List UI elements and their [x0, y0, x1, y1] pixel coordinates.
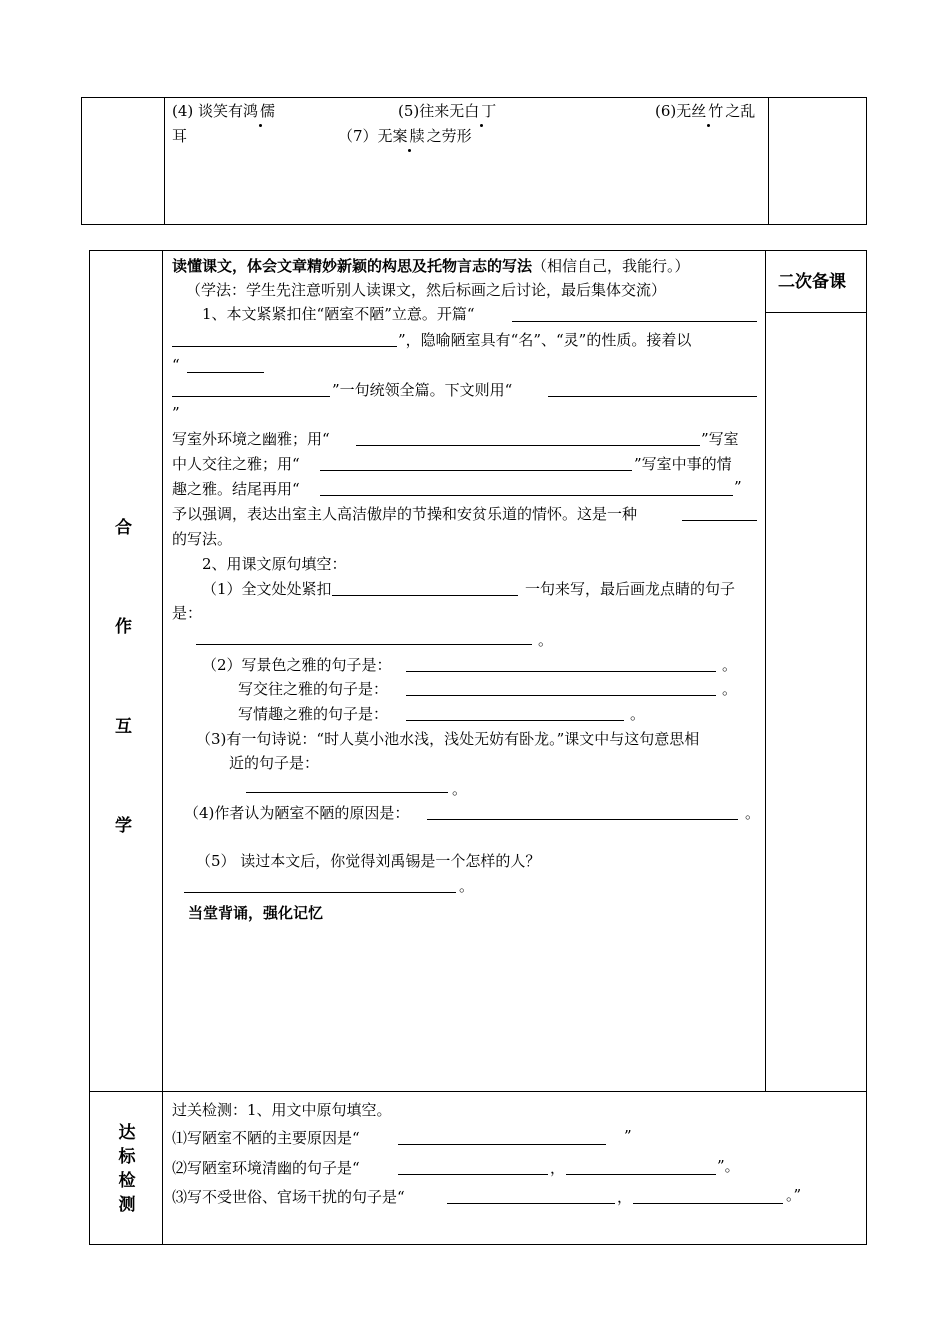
- row-divider: [765, 312, 867, 313]
- item-7: （7）无案牍之劳形: [338, 127, 472, 145]
- column-divider: [768, 98, 769, 224]
- test-title: 过关检测：1、用文中原句填空。: [172, 1101, 392, 1119]
- emphasis-dots: 丝竹: [691, 102, 726, 120]
- q2-3b: 近的句子是：: [229, 754, 320, 772]
- side-label-char: 合: [115, 518, 132, 538]
- q2-title: 2、用课文原句填空：: [202, 555, 347, 573]
- test-item-2b: ，: [550, 1159, 566, 1177]
- q2-2b: 写交往之雅的句子是：: [238, 680, 389, 698]
- emphasis-dots: 白丁: [464, 102, 499, 120]
- q2-2: （2）写景色之雅的句子是：: [202, 656, 392, 674]
- blank-line[interactable]: [633, 1203, 783, 1204]
- side-label-char: 作: [115, 617, 132, 637]
- emphasis-dots: 鸿儒: [243, 102, 278, 120]
- q2-3: （3)有一句诗说：“时人莫小池水浅，浅处无妨有卧龙。”课文中与这句意思相: [196, 730, 700, 748]
- period: 。: [538, 631, 554, 649]
- test-item-3c: 。”: [786, 1186, 802, 1204]
- side-label-char: 检: [118, 1171, 136, 1191]
- item-4: (4) 谈笑有鸿儒: [172, 102, 278, 120]
- q2-5: （5） 读过本文后，你觉得刘禹锡是一个怎样的人？: [196, 852, 541, 870]
- q1-line6b: ”写室: [701, 430, 739, 448]
- side-label-char: 达: [118, 1123, 136, 1143]
- q2-1c: 是：: [172, 604, 203, 622]
- q1-line8b: ”: [734, 478, 742, 496]
- q1-line7: 中人交往之雅；用“: [172, 455, 300, 473]
- q1-line1: 1、本文紧紧扣住“陋室不陋”立意。开篇“: [202, 305, 475, 323]
- side-label-char: 标: [118, 1147, 136, 1167]
- blank-line[interactable]: [406, 695, 716, 696]
- blank-line[interactable]: [427, 819, 738, 820]
- blank-line[interactable]: [548, 396, 757, 397]
- second-prep-header: 二次备课: [778, 272, 846, 292]
- recite-heading: 当堂背诵，强化记忆: [188, 904, 324, 922]
- period: 。: [722, 680, 738, 698]
- q1-line4: ”一句统领全篇。下文则用“: [332, 381, 513, 399]
- q1-line9: 予以强调，表达出室主人高洁傲岸的节操和安贫乐道的情怀。这是一种: [172, 505, 638, 523]
- column-divider: [765, 250, 766, 1092]
- q1-line10: 的写法。: [172, 530, 233, 548]
- blank-line[interactable]: [332, 595, 518, 596]
- test-item-3: ⑶写不受世俗、官场干扰的句子是“: [172, 1188, 405, 1206]
- blank-line[interactable]: [320, 470, 632, 471]
- test-item-1: ⑴写陋室不陋的主要原因是“: [172, 1129, 360, 1147]
- emphasis-dots: 案牍: [392, 127, 427, 145]
- study-method: （学法：学生先注意听别人读课文，然后标画之后讨论，最后集体交流）: [186, 281, 667, 299]
- blank-line[interactable]: [196, 644, 532, 645]
- blank-line[interactable]: [406, 671, 716, 672]
- q1-line3: “: [172, 356, 180, 374]
- blank-line[interactable]: [172, 396, 330, 397]
- blank-line[interactable]: [187, 372, 264, 373]
- blank-line[interactable]: [320, 495, 733, 496]
- q1-line8: 趣之雅。结尾再用“: [172, 480, 300, 498]
- blank-line[interactable]: [512, 321, 757, 322]
- period: 。: [722, 656, 738, 674]
- period: 。: [630, 705, 646, 723]
- q2-1b: 一句来写，最后画龙点睛的句子: [525, 580, 736, 598]
- q2-2c: 写情趣之雅的句子是：: [238, 705, 389, 723]
- test-item-2: ⑵写陋室环境清幽的句子是“: [172, 1159, 360, 1177]
- blank-line[interactable]: [447, 1203, 615, 1204]
- q1-line2: ”，隐喻陋室具有“名”、“灵”的性质。接着以: [398, 331, 692, 349]
- row-divider: [89, 1091, 867, 1092]
- blank-line[interactable]: [356, 445, 700, 446]
- blank-line[interactable]: [246, 792, 448, 793]
- blank-line[interactable]: [406, 720, 624, 721]
- side-label-char: 测: [118, 1195, 136, 1215]
- blank-line[interactable]: [172, 346, 397, 347]
- section-heading: 读懂课文，体会文章精妙新颖的构思及托物言志的写法（相信自己，我能行。）: [172, 257, 690, 275]
- q1-line6: 写室外环境之幽雅；用“: [172, 430, 330, 448]
- column-divider: [164, 98, 165, 224]
- side-label-char: 互: [115, 717, 132, 737]
- q2-4: （4)作者认为陋室不陋的原因是：: [184, 804, 410, 822]
- test-item-1b: ”: [624, 1127, 632, 1145]
- period: 。: [459, 877, 475, 895]
- column-divider: [162, 250, 163, 1245]
- blank-line[interactable]: [184, 892, 456, 893]
- blank-line[interactable]: [566, 1174, 716, 1175]
- test-item-3b: ，: [617, 1188, 633, 1206]
- q1-line5: ”: [172, 404, 180, 422]
- side-label-char: 学: [115, 816, 132, 836]
- period: 。: [745, 804, 761, 822]
- blank-line[interactable]: [398, 1174, 548, 1175]
- blank-line[interactable]: [398, 1144, 606, 1145]
- blank-line[interactable]: [682, 520, 757, 521]
- item-5: (5)往来无白丁: [398, 102, 499, 120]
- q2-1: （1）全文处处紧扣: [202, 580, 332, 598]
- q1-line7b: ”写室中事的情: [634, 455, 732, 473]
- item-6-cont: 耳: [172, 127, 188, 145]
- test-item-2c: ”。: [717, 1157, 740, 1175]
- item-6: (6)无丝竹之乱: [655, 102, 756, 120]
- period: 。: [452, 780, 468, 798]
